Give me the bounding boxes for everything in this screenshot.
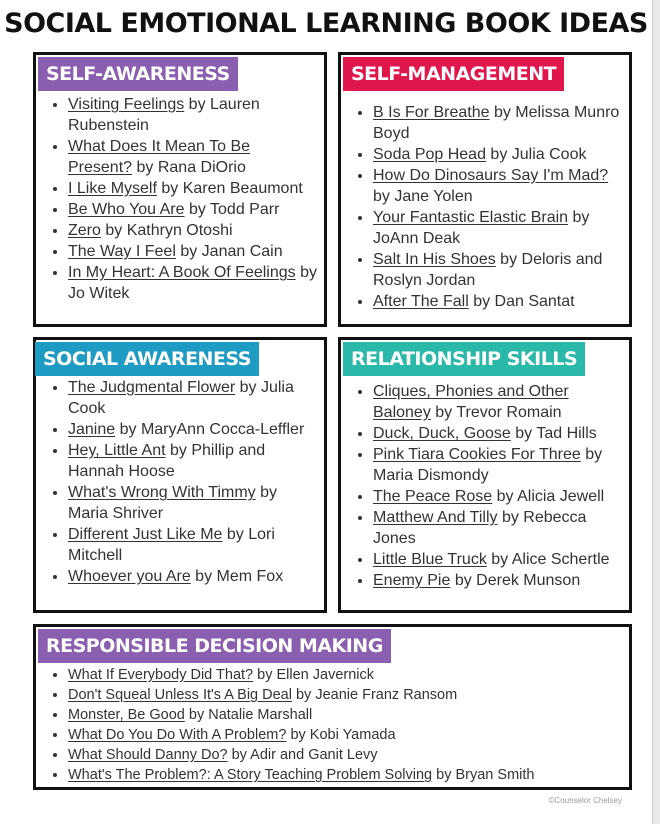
book-list-item xyxy=(68,524,320,566)
book-list-item xyxy=(68,665,628,685)
book-author: by Jane Yolen xyxy=(373,188,473,205)
book-list xyxy=(38,94,318,304)
book-list-item xyxy=(373,144,623,165)
book-author: by Ellen Javernick xyxy=(253,667,374,683)
book-author: by Melissa Munro Boyd xyxy=(373,104,620,142)
book-list-item xyxy=(373,381,623,423)
book-list xyxy=(38,377,320,587)
book-list xyxy=(38,665,628,785)
book-title-link[interactable]: In My Heart: A Book Of Feelings xyxy=(68,264,296,281)
book-title-link[interactable]: Pink Tiara Cookies For Three xyxy=(373,446,581,463)
book-title-link[interactable]: Whoever you Are xyxy=(68,568,191,585)
book-list-item xyxy=(68,377,320,419)
book-title-link[interactable]: Visiting Feelings xyxy=(68,96,185,113)
book-list-item xyxy=(373,423,623,444)
book-author: by Adir and Ganit Levy xyxy=(227,747,378,763)
book-list xyxy=(343,102,623,312)
book-list-item xyxy=(68,94,318,136)
section-heading: SELF-MANAGEMENT xyxy=(343,57,564,91)
book-list-item xyxy=(373,486,623,507)
book-author: by Derek Munson xyxy=(450,572,581,589)
book-author: by Maria Dismondy xyxy=(373,446,603,484)
book-title-link[interactable]: What Should Danny Do? xyxy=(68,747,228,763)
section-social-awareness xyxy=(33,337,327,613)
book-list-item xyxy=(68,482,320,524)
book-title-link[interactable]: Your Fantastic Elastic Brain xyxy=(373,209,569,226)
book-title-link[interactable]: Janine xyxy=(68,421,116,438)
book-author: by Lauren Rubenstein xyxy=(68,96,260,134)
book-author: by Julia Cook xyxy=(68,379,294,417)
book-title-link[interactable]: The Peace Rose xyxy=(373,488,493,505)
book-list-item xyxy=(68,765,628,785)
book-list-item xyxy=(373,507,623,549)
book-title-link[interactable]: Monster, Be Good xyxy=(68,707,185,723)
book-list-item xyxy=(68,262,318,304)
book-list-item xyxy=(373,570,623,591)
book-list-item xyxy=(68,745,628,765)
book-author: by Maria Shriver xyxy=(68,484,278,522)
book-title-link[interactable]: Duck, Duck, Goose xyxy=(373,425,511,442)
book-title-link[interactable]: Different Just Like Me xyxy=(68,526,223,543)
book-title-link[interactable]: What's The Problem?: A Story Teaching Problem Solving xyxy=(68,767,433,783)
book-list xyxy=(343,381,623,591)
book-author: by Alicia Jewell xyxy=(492,488,605,505)
book-author: by Phillip and Hannah Hoose xyxy=(68,442,266,480)
book-title-link[interactable]: I Like Myself xyxy=(68,180,157,197)
book-title-link[interactable]: The Judgmental Flower xyxy=(68,379,236,396)
book-title-link[interactable]: Little Blue Truck xyxy=(373,551,487,568)
book-author: by Mem Fox xyxy=(190,568,284,585)
book-author: by Deloris and Roslyn Jordan xyxy=(373,251,603,289)
book-author: by MaryAnn Cocca-Leffler xyxy=(115,421,305,438)
book-title-link[interactable]: Salt In His Shoes xyxy=(373,251,496,268)
book-author: by Jeanie Franz Ransom xyxy=(291,687,458,703)
section-responsible-decision-making xyxy=(33,624,632,790)
book-list-item xyxy=(68,136,318,178)
book-list-item xyxy=(68,440,320,482)
book-list-item xyxy=(68,178,318,199)
book-list-item xyxy=(373,444,623,486)
book-author: by JoAnn Deak xyxy=(373,209,590,247)
book-title-link[interactable]: What Does It Mean To Be Present? xyxy=(68,138,251,176)
book-author: by Alice Schertle xyxy=(486,551,610,568)
book-title-link[interactable]: Hey, Little Ant xyxy=(68,442,166,459)
book-list-item xyxy=(68,685,628,705)
book-author: by Rana DiOrio xyxy=(132,159,246,176)
book-author: by Bryan Smith xyxy=(432,767,535,783)
book-author: by Kathryn Otoshi xyxy=(100,222,233,239)
book-list-item xyxy=(373,291,623,312)
book-author: by Lori Mitchell xyxy=(68,526,275,564)
section-relationship-skills xyxy=(338,337,632,613)
book-author: by Dan Santat xyxy=(468,293,575,310)
book-list-item xyxy=(68,419,320,440)
book-author: by Karen Beaumont xyxy=(156,180,303,197)
book-list-item xyxy=(68,705,628,725)
book-title-link[interactable]: What Do You Do With A Problem? xyxy=(68,727,287,743)
section-heading: SOCIAL AWARENESS xyxy=(35,342,259,376)
copyright-text: ©Counselor Chelsey xyxy=(548,796,622,805)
book-list-item xyxy=(373,207,623,249)
book-title-link[interactable]: The Way I Feel xyxy=(68,243,176,260)
section-heading: SELF-AWARENESS xyxy=(38,57,238,91)
book-list-item xyxy=(68,220,318,241)
book-author: by Rebecca Jones xyxy=(373,509,587,547)
section-heading: RELATIONSHIP SKILLS xyxy=(343,342,585,376)
book-title-link[interactable]: What If Everybody Did That? xyxy=(68,667,254,683)
page-title: SOCIAL EMOTIONAL LEARNING BOOK IDEAS xyxy=(4,8,648,39)
book-title-link[interactable]: Zero xyxy=(68,222,101,239)
book-list-item xyxy=(68,241,318,262)
book-list-item xyxy=(373,102,623,144)
book-list-item xyxy=(373,549,623,570)
book-title-link[interactable]: B Is For Breathe xyxy=(373,104,490,121)
book-title-link[interactable]: Be Who You Are xyxy=(68,201,185,218)
book-title-link[interactable]: After The Fall xyxy=(373,293,469,310)
book-author: by Tad Hills xyxy=(510,425,597,442)
book-list-item xyxy=(68,566,320,587)
book-author: by Kobi Yamada xyxy=(286,727,396,743)
section-self-awareness xyxy=(33,52,327,327)
book-author: by Natalie Marshall xyxy=(184,707,313,723)
book-title-link[interactable]: Cliques, Phonies and Other Baloney xyxy=(373,383,569,421)
book-title-link[interactable]: Don't Squeal Unless It's A Big Deal xyxy=(68,687,292,703)
book-list-item xyxy=(68,725,628,745)
book-author: by Jo Witek xyxy=(68,264,317,302)
book-list-item xyxy=(68,199,318,220)
book-author: by Julia Cook xyxy=(485,146,587,163)
book-title-link[interactable]: What's Wrong With Timmy xyxy=(68,484,256,501)
book-author: by Janan Cain xyxy=(175,243,283,260)
section-self-management xyxy=(338,52,632,327)
book-list-item xyxy=(373,249,623,291)
book-author: by Trevor Romain xyxy=(430,404,562,421)
book-title-link[interactable]: Matthew And Tilly xyxy=(373,509,498,526)
book-title-link[interactable]: Soda Pop Head xyxy=(373,146,486,163)
book-list-item xyxy=(373,165,623,207)
book-title-link[interactable]: How Do Dinosaurs Say I'm Mad? xyxy=(373,167,609,184)
book-title-link[interactable]: Enemy Pie xyxy=(373,572,451,589)
section-heading: RESPONSIBLE DECISION MAKING xyxy=(38,629,391,663)
book-author: by Todd Parr xyxy=(184,201,280,218)
